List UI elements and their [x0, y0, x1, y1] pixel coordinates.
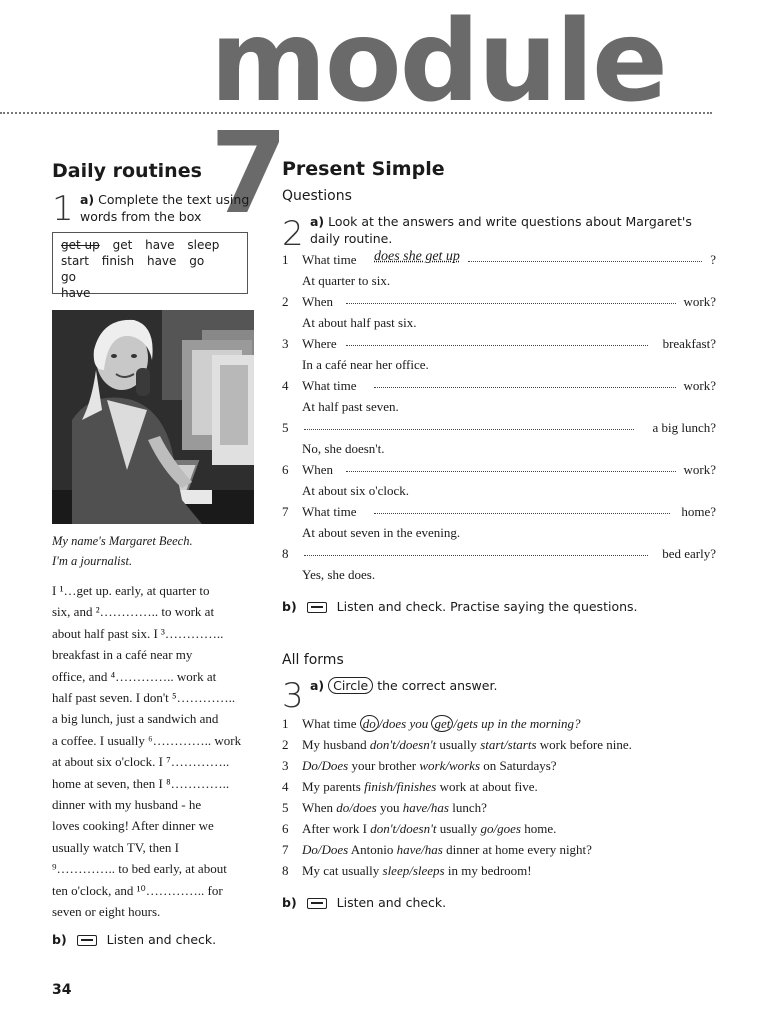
- exercise-number-3: 3: [282, 676, 304, 716]
- ex3-item-1: [282, 716, 580, 732]
- exercise-2b-text: Listen and check. Practise saying the questions.: [336, 599, 638, 614]
- exercise-label: b): [52, 932, 67, 947]
- item-number: 5: [282, 800, 289, 815]
- section-title-daily-routines: Daily routines: [52, 160, 202, 182]
- story-line: at about six o'clock. I ⁷…………..: [52, 754, 230, 770]
- circle-word: Circle: [328, 677, 373, 694]
- item-text: usually: [436, 821, 481, 836]
- exercise-2b: [282, 598, 638, 615]
- ex3-item-4: [282, 779, 538, 795]
- item-text: work at about five.: [436, 779, 538, 794]
- item-choice[interactable]: start/starts: [480, 737, 537, 752]
- instruction-text: Look at the answers and write questions about Margaret's daily routine.: [310, 214, 692, 246]
- word-box-item: go: [189, 254, 205, 268]
- story-line: usually watch TV, then I: [52, 839, 179, 855]
- question-start: Where: [302, 336, 337, 351]
- exercise-1b: [52, 931, 216, 948]
- module-title: module 7: [210, 0, 666, 239]
- story-line: breakfast in a café near my: [52, 647, 193, 663]
- question-start: When: [302, 294, 334, 309]
- story-line: home at seven, then I ⁸…………..: [52, 775, 230, 791]
- answer-4: At half past seven.: [302, 399, 399, 414]
- story-line: loves cooking! After dinner we: [52, 818, 214, 834]
- cassette-icon: [307, 898, 327, 909]
- answer-2: At about half past six.: [302, 315, 417, 330]
- word-box-item: get up: [61, 238, 100, 252]
- question-end: work?: [683, 462, 716, 477]
- question-number: 1: [282, 252, 289, 267]
- item-text: you: [376, 800, 403, 815]
- question-end: bed early?: [662, 546, 716, 561]
- story-line: ten o'clock, and ¹⁰………….. for: [52, 882, 223, 898]
- ex3-item-3: [282, 758, 557, 774]
- answer-line[interactable]: [304, 429, 634, 430]
- item-number: 1: [282, 716, 289, 731]
- story-line: ⁹………….. to bed early, at about: [52, 861, 227, 877]
- question-end: work?: [683, 294, 716, 309]
- exercise-3b: [282, 894, 446, 911]
- answer-3: In a café near her office.: [302, 357, 429, 372]
- photo-journalist: [52, 310, 254, 524]
- ex3-item-5: [282, 800, 487, 816]
- ex3-item-8: [282, 863, 532, 879]
- question-number: 5: [282, 420, 289, 435]
- question-number: 6: [282, 462, 289, 477]
- question-end: home?: [681, 504, 716, 519]
- item-choice: /gets up in the morning?: [453, 716, 581, 731]
- answer-line[interactable]: [374, 387, 676, 388]
- exercise-label: a): [80, 192, 95, 207]
- exercise-label: b): [282, 599, 297, 614]
- word-box-item: have: [61, 286, 91, 300]
- question-example-answer: does she get up: [374, 249, 460, 264]
- item-text: your brother: [348, 758, 420, 773]
- item-text: What time: [302, 716, 360, 731]
- item-number: 4: [282, 779, 289, 794]
- word-box: [52, 232, 248, 300]
- word-box-item: start: [61, 254, 89, 268]
- item-text: dinner at home every night?: [442, 842, 592, 857]
- item-text: work before nine.: [536, 737, 632, 752]
- story-line: seven or eight hours.: [52, 904, 161, 920]
- item-text: After work I: [302, 821, 371, 836]
- story-line: office, and ⁴………….. work at: [52, 668, 217, 684]
- item-text: on Saturdays?: [480, 758, 557, 773]
- item-choice[interactable]: Do/Does: [302, 758, 349, 773]
- question-number: 3: [282, 336, 289, 351]
- exercise-1b-text: Listen and check.: [106, 932, 217, 947]
- question-start: When: [302, 462, 334, 477]
- word-box-item: go: [61, 270, 76, 284]
- item-text: usually: [436, 737, 481, 752]
- exercise-label: b): [282, 895, 297, 910]
- circled-choice[interactable]: do: [360, 715, 379, 732]
- exercise-label: a): [310, 678, 325, 693]
- item-text: When: [302, 800, 337, 815]
- word-box-item: sleep: [187, 238, 220, 252]
- word-box-item: finish: [101, 254, 135, 268]
- question-end: a big lunch?: [652, 420, 716, 435]
- answer-5: No, she doesn't.: [302, 441, 385, 456]
- question-number: 2: [282, 294, 289, 309]
- subtitle-questions: Questions: [282, 188, 352, 204]
- word-box-item: get: [112, 238, 133, 252]
- ex3-item-6: [282, 821, 556, 837]
- photo-illustration: [52, 310, 254, 524]
- answer-1: At quarter to six.: [302, 273, 391, 288]
- instruction-text: Complete the text using words from the box: [80, 192, 250, 224]
- answer-6: At about six o'clock.: [302, 483, 410, 498]
- exercise-1a-instruction: [80, 191, 252, 225]
- exercise-label: a): [310, 214, 325, 229]
- item-text: My cat usually: [302, 863, 383, 878]
- question-start: What time: [302, 504, 357, 519]
- story-line: a coffee. I usually ⁶………….. work: [52, 732, 242, 748]
- item-choice[interactable]: finish/finishes: [364, 779, 437, 794]
- item-text: Antonio: [348, 842, 397, 857]
- item-choice[interactable]: sleep/sleeps: [382, 863, 445, 878]
- story-line: half past seven. I don't ⁵…………..: [52, 690, 236, 706]
- ex3-item-2: [282, 737, 632, 753]
- item-text: in my bedroom!: [444, 863, 532, 878]
- exercise-number-1: 1: [52, 189, 74, 229]
- item-text: My husband: [302, 737, 370, 752]
- item-text: home.: [520, 821, 557, 836]
- dotted-rule: [0, 112, 712, 114]
- caption-line: I'm a journalist.: [52, 554, 133, 568]
- exercise-2a-instruction: [310, 213, 715, 247]
- question-start: What time: [302, 252, 357, 267]
- question-number: 8: [282, 546, 289, 561]
- story-line: six, and ²………….. to work at: [52, 604, 215, 620]
- question-number: 7: [282, 504, 289, 519]
- exercise-3b-text: Listen and check.: [336, 895, 447, 910]
- answer-line[interactable]: [346, 345, 648, 346]
- word-box-item: have: [145, 238, 175, 252]
- item-choice[interactable]: have/has: [396, 842, 443, 857]
- item-number: 8: [282, 863, 289, 878]
- ex3-item-7: [282, 842, 592, 858]
- story-text: [52, 580, 257, 923]
- story-line: a big lunch, just a sandwich and: [52, 711, 219, 727]
- story-line: about half past six. I ³…………..: [52, 625, 224, 641]
- answer-line[interactable]: [468, 261, 702, 262]
- question-start: What time: [302, 378, 357, 393]
- item-number: 7: [282, 842, 289, 857]
- word-box-item: have: [146, 254, 177, 268]
- answer-line[interactable]: [304, 555, 648, 556]
- exercise-3a-instruction: [310, 677, 497, 694]
- circled-choice[interactable]: get: [431, 715, 453, 732]
- answer-line[interactable]: [346, 303, 676, 304]
- item-choice[interactable]: have/has: [402, 800, 449, 815]
- item-text: My parents: [302, 779, 365, 794]
- page-number: 34: [52, 982, 72, 998]
- item-number: 6: [282, 821, 289, 836]
- story-line: dinner with my husband - he: [52, 797, 202, 813]
- item-number: 2: [282, 737, 289, 752]
- item-choice[interactable]: do/does: [336, 800, 377, 815]
- answer-line[interactable]: [374, 513, 670, 514]
- cassette-icon: [307, 602, 327, 613]
- subtitle-all-forms: All forms: [282, 652, 344, 668]
- cassette-icon: [77, 935, 97, 946]
- item-choice[interactable]: Do/Does: [302, 842, 349, 857]
- item-text: lunch?: [448, 800, 487, 815]
- photo-caption: [52, 531, 193, 571]
- caption-line: My name's Margaret Beech.: [52, 534, 193, 548]
- answer-8: Yes, she does.: [302, 567, 376, 582]
- question-end: work?: [683, 378, 716, 393]
- section-title-present-simple: Present Simple: [282, 158, 445, 180]
- question-end: ?: [710, 252, 716, 267]
- answer-7: At about seven in the evening.: [302, 525, 461, 540]
- answer-line[interactable]: [346, 471, 676, 472]
- exercise-number-2: 2: [282, 214, 304, 254]
- question-end: breakfast?: [662, 336, 716, 351]
- item-choice[interactable]: don't/doesn't: [370, 821, 437, 836]
- story-line: I ¹…get up. early, at quarter to: [52, 583, 210, 598]
- item-number: 3: [282, 758, 289, 773]
- item-choice[interactable]: go/goes: [480, 821, 521, 836]
- item-choice[interactable]: work/works: [419, 758, 481, 773]
- instruction-text: the correct answer.: [377, 678, 498, 693]
- item-choice[interactable]: don't/doesn't: [369, 737, 437, 752]
- item-choice[interactable]: /does you: [378, 716, 432, 731]
- question-number: 4: [282, 378, 289, 393]
